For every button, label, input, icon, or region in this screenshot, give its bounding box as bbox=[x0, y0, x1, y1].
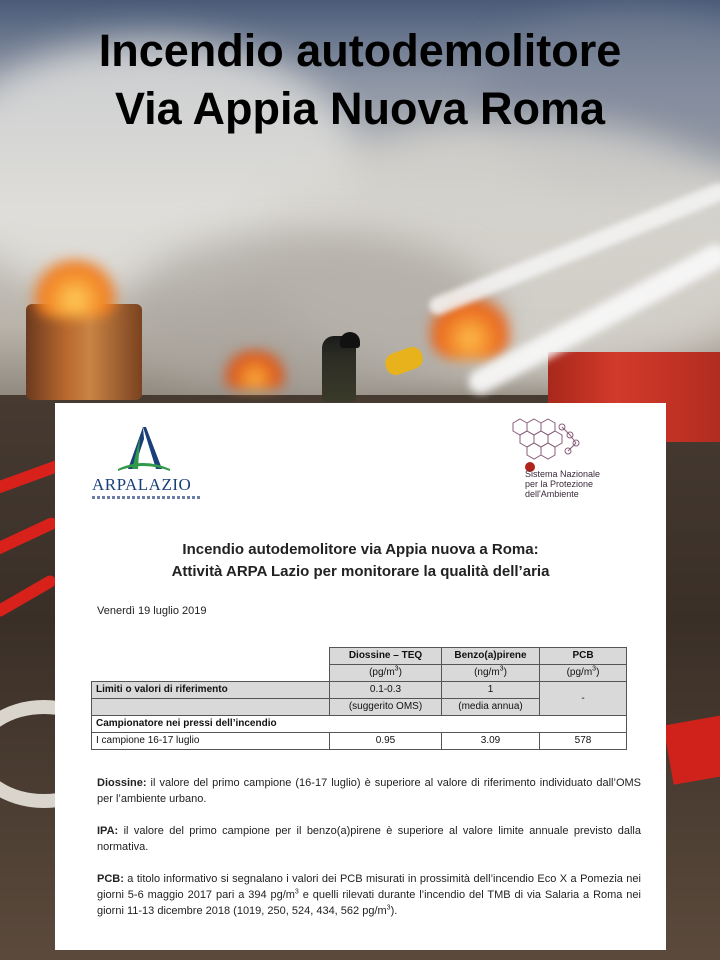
air-quality-table bbox=[91, 647, 627, 750]
arpa-lazio-wordmark: ARPALAZIO bbox=[92, 475, 192, 494]
document-title bbox=[55, 539, 666, 583]
table-row-sample bbox=[92, 733, 627, 750]
snpa-wordmark bbox=[525, 469, 665, 499]
note-diossine: Diossine: il valore del primo campione (16-17 luglio) è superiore al valore di riferimento individuato dall’OMS per l’ambiente urbano. bbox=[97, 777, 641, 805]
document-title-line-2: Attività ARPA Lazio per monitorare la qualità dell’aria bbox=[171, 563, 550, 580]
header-diossine: Diossine – TEQ bbox=[330, 648, 442, 665]
unit-diossine: $(pg/m^3)$ bbox=[330, 665, 442, 682]
header-benzoapirene: Benzo(a)pirene bbox=[442, 648, 540, 665]
header-pcb: PCB bbox=[540, 648, 627, 665]
press-release-document bbox=[55, 403, 666, 950]
headline bbox=[0, 22, 720, 138]
snpa-logo-icon bbox=[500, 413, 640, 473]
sample-pcb: 578 bbox=[540, 733, 627, 750]
table-row-reference bbox=[92, 682, 627, 699]
unit-benzoapirene: $(ng/m^3)$ bbox=[442, 665, 540, 682]
reference-label: Limiti o valori di riferimento bbox=[92, 682, 330, 699]
snpa-line-3: dell'Ambiente bbox=[525, 489, 579, 499]
sample-diossine: 0.95 bbox=[330, 733, 442, 750]
arpa-lazio-tagline bbox=[92, 496, 202, 499]
reference-pcb: - bbox=[540, 682, 627, 716]
table-header-row bbox=[92, 648, 627, 665]
reference-benzoapirene: 1 bbox=[442, 682, 540, 699]
note-pcb: PCB: a titolo informativo si segnalano i valori dei PCB misurati in prossimità dell’incendio Eco X a Pomezia nei giorni 5-6 maggio 2017 pari a 394 $pg/m^3$ e quelli rilevati durante l’incendio del TMB di via Salaria a Roma nei giorni 11-13 dicembre 2018 (1019, 250, 524, 434, 562 $pg/m^3$). bbox=[97, 873, 641, 917]
reference-benzoapirene-note: (media annua) bbox=[442, 699, 540, 716]
note-ipa: IPA: il valore del primo campione per il benzo(a)pirene è superiore al valore limite annuale previsto dalla normativa. bbox=[97, 825, 641, 853]
sample-label: I campione 16-17 luglio bbox=[92, 733, 330, 750]
headline-line-1: Incendio autodemolitore bbox=[98, 25, 622, 76]
headline-line-2: Via Appia Nuova Roma bbox=[114, 83, 606, 134]
snpa-line-1: Sistema Nazionale bbox=[525, 469, 601, 479]
snpa-line-2: per la Protezione bbox=[525, 479, 594, 489]
section-label: Campionatore nei pressi dell’incendio bbox=[92, 716, 627, 733]
reference-diossine: 0.1-0.3 bbox=[330, 682, 442, 699]
document-date: Venerdì 19 luglio 2019 bbox=[97, 605, 207, 617]
sample-benzoapirene: 3.09 bbox=[442, 733, 540, 750]
table-header-units-row bbox=[92, 665, 627, 682]
reference-diossine-note: (suggerito OMS) bbox=[330, 699, 442, 716]
unit-pcb: $(pg/m^3)$ bbox=[540, 665, 627, 682]
table-row-section bbox=[92, 716, 627, 733]
document-title-line-1: Incendio autodemolitore via Appia nuova a Roma: bbox=[182, 541, 539, 558]
notes bbox=[97, 775, 641, 935]
